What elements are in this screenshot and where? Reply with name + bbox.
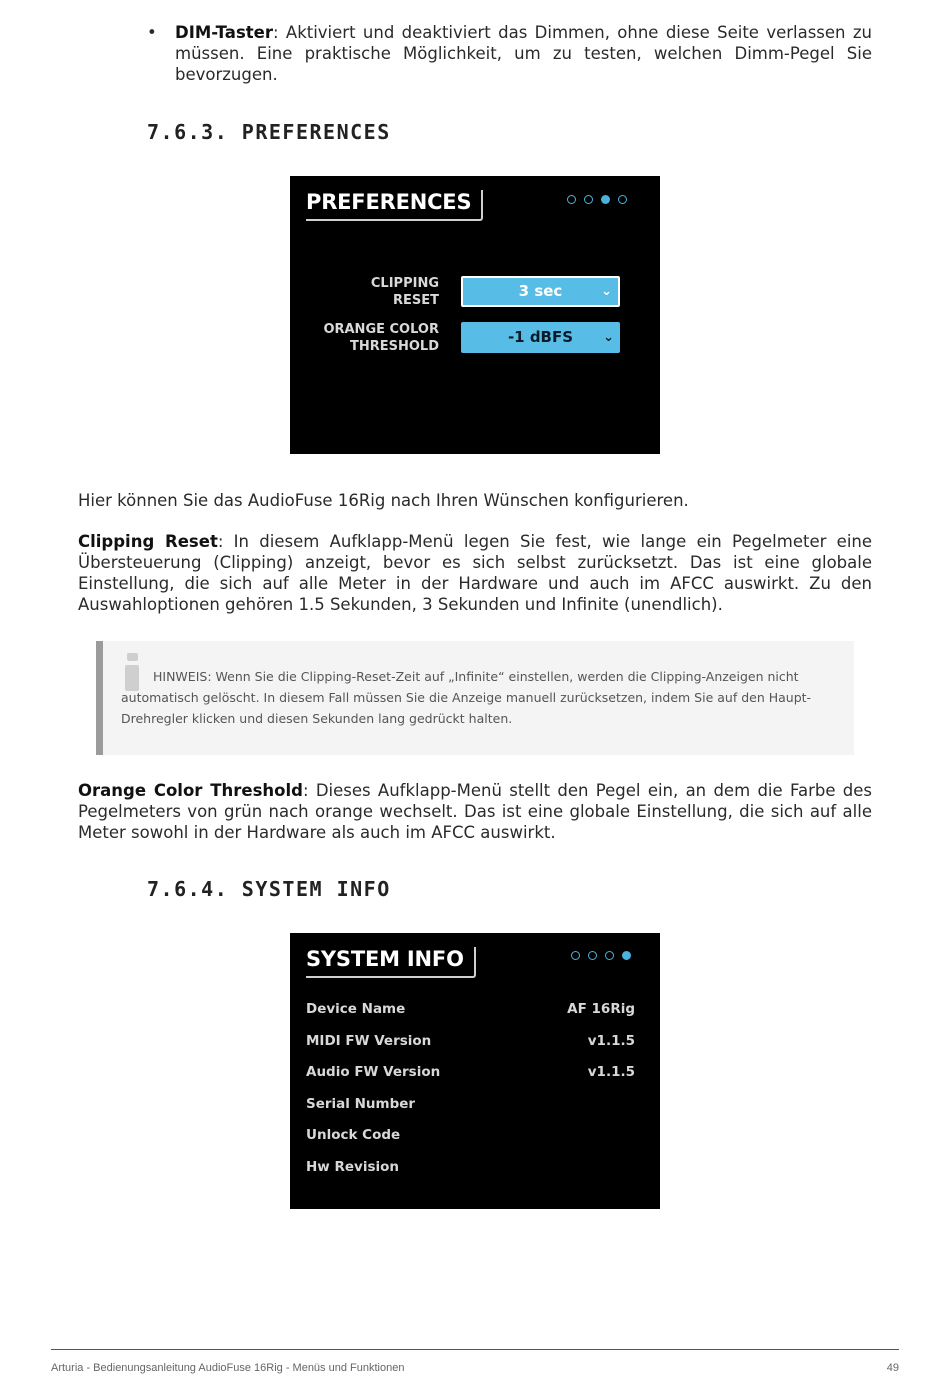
chevron-down-icon: ⌄	[601, 284, 612, 299]
page-indicator	[567, 195, 627, 204]
unlock-code-label: Unlock Code	[306, 1127, 401, 1143]
page-indicator	[571, 951, 631, 960]
orange-threshold-paragraph	[78, 780, 872, 843]
midi-fw-label: MIDI FW Version	[306, 1033, 432, 1049]
dim-term: DIM-Taster	[175, 23, 273, 42]
heading-system-info: 7.6.4. SYSTEM INFO	[147, 877, 391, 901]
system-info-screen-title: SYSTEM INFO	[306, 947, 476, 978]
heading-preferences: 7.6.3. PREFERENCES	[147, 120, 391, 144]
audio-fw-value: v1.1.5	[587, 1064, 635, 1080]
clipping-reset-description: : In diesem Aufklapp-Menü legen Sie fest, wie lange ein Pegelmeter eine Übersteuerung (Clipping) anzeigt, bevor es sich selbst zurücksetzt. Das ist eine globale Einstellung, die sich auf alle Meter in der Hardware und auch im AFCC auswirkt. Zu den Auswahloptionen gehören 1.5 Sekunden, 3 Sekunden und Infinite (unendlich).	[78, 532, 873, 614]
system-info-screen	[290, 933, 660, 1209]
orange-threshold-term: Orange Color Threshold	[78, 781, 303, 800]
orange-threshold-dropdown[interactable]	[461, 322, 620, 353]
device-name-label: Device Name	[306, 1001, 406, 1017]
orange-threshold-label: ORANGE COLOR THRESHOLD	[323, 322, 439, 354]
dim-bullet-text	[175, 22, 872, 85]
bullet-dot: •	[147, 23, 157, 42]
footer-text: Arturia - Bedienungsanleitung AudioFuse 16Rig - Menüs und Funktionen	[51, 1362, 405, 1374]
intro-paragraph: Hier können Sie das AudioFuse 16Rig nach Ihren Wünschen konfigurieren.	[78, 491, 689, 510]
page-dot	[567, 195, 576, 204]
hw-revision-label: Hw Revision	[306, 1159, 399, 1175]
device-name-value: AF 16Rig	[567, 1001, 635, 1017]
page-dot	[605, 951, 614, 960]
serial-number-label: Serial Number	[306, 1096, 416, 1112]
footer-divider	[51, 1349, 899, 1350]
clipping-reset-label: CLIPPING RESET	[370, 276, 439, 308]
dim-description: : Aktiviert und deaktiviert das Dimmen, ohne diese Seite verlassen zu müssen. Eine praktische Möglichkeit, um zu testen, welchen Dimm-Pegel Sie bevorzugen.	[175, 23, 872, 84]
page-dot	[618, 195, 627, 204]
page-number: 49	[886, 1362, 899, 1374]
page-dot-active	[622, 951, 631, 960]
clipping-reset-paragraph	[78, 531, 872, 615]
orange-threshold-value: -1 dBFS	[507, 328, 574, 346]
note-box	[96, 641, 854, 755]
page-dot-active	[601, 195, 610, 204]
chevron-down-icon: ⌄	[603, 330, 614, 345]
preferences-screen	[290, 176, 660, 454]
midi-fw-value: v1.1.5	[587, 1033, 635, 1049]
note-text: HINWEIS: Wenn Sie die Clipping-Reset-Zeit auf „Infinite“ einstellen, werden die Clipping-Anzeigen nicht automatisch gelöscht. In diesem Fall müssen Sie die Anzeige manuell zurücksetzen, indem Sie auf den Haupt-Drehregler klicken und diesen Sekunden lang gedrückt halten.	[121, 669, 812, 726]
page-dot	[584, 195, 593, 204]
orange-threshold-description: : Dieses Aufklapp-Menü stellt den Pegel ein, an dem die Farbe des Pegelmeters von grün nach orange wechselt. Das ist eine globale Einstellung, die sich auf alle Meter sowohl in der Hardware als auch im AFCC auswirkt.	[78, 781, 873, 842]
clipping-reset-dropdown[interactable]	[461, 276, 620, 307]
dim-bullet	[147, 22, 872, 85]
clipping-reset-term: Clipping Reset	[78, 532, 218, 551]
audio-fw-label: Audio FW Version	[306, 1064, 441, 1080]
page-dot	[571, 951, 580, 960]
page-dot	[588, 951, 597, 960]
preferences-screen-title: PREFERENCES	[306, 190, 483, 221]
clipping-reset-value: 3 sec	[518, 282, 563, 300]
